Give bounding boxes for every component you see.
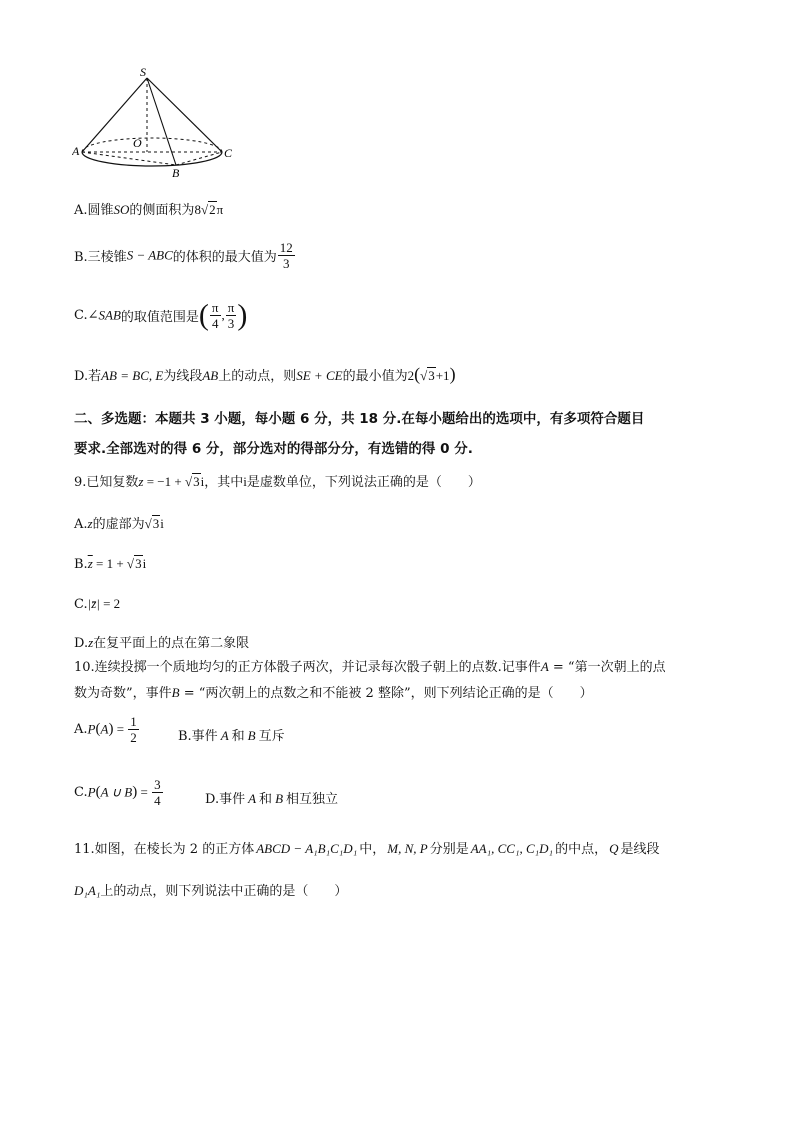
fraction: $\frac{\pi}{4}$ (211, 300, 219, 331)
q8-option-c: C.∠SAB的取值范围是( $\frac{\pi}{4}$ , $\frac{\pi}{3}$ ) (74, 298, 248, 332)
label-b: B (172, 166, 180, 180)
q9-option-a: A.z的虚部为√3i (74, 516, 164, 532)
paren-close: ) (237, 298, 248, 332)
q10-stem-line-2: 数为奇数”，事件B = “两次朝上的点数之和不能被 2 整除”，则下列结论正确的是（ ） (74, 685, 593, 701)
paren-open: ( (95, 721, 101, 737)
paren-open: ( (414, 364, 421, 384)
fraction: $\frac{3}{4}$ (154, 777, 161, 808)
paren-open: ( (198, 298, 209, 332)
q9-option-c: C.|z̄| = 2 (74, 596, 121, 612)
q10-option-b: B.事件 A 和 B 互斥 (178, 728, 285, 744)
q10-option-c: C.P(A ∪ B) = $\frac{3}{4}$ (74, 777, 161, 808)
sqrt: √3 (144, 516, 160, 531)
fraction: $\frac{1}{2}$ (130, 714, 137, 745)
label-s: S (140, 65, 146, 79)
q10-option-d: D.事件 A 和 B 相互独立 (205, 791, 339, 807)
generator-sc (147, 78, 222, 152)
q9-option-b: $B.\overline{z} = 1 + √3i$ (74, 556, 147, 572)
paren-close: ) (449, 364, 456, 384)
sqrt: √3 (184, 474, 200, 489)
segment-ab (82, 152, 176, 165)
sqrt: √2 (200, 202, 216, 217)
section-2-line-1: 二、多选题：本题共 3 小题，每小题 6 分，共 18 分.在每小题给出的选项中，有多项符合题目 (74, 411, 645, 427)
cone-base-front (82, 152, 222, 166)
label-o: O (133, 136, 142, 150)
q9-option-d: D.z在复平面上的点在第二象限 (74, 635, 250, 651)
q11-stem-line-2: D₁A₁上的动点，则下列说法中正确的是（ ） (74, 883, 348, 899)
q11-stem-line-1: 11.如图，在棱长为 2 的正方体 ABCD − A₁B₁C₁D₁ 中， M, N, P 分别是 AA₁, CC₁, C₁D₁ 的中点， Q 是线段 (74, 841, 660, 857)
q10-option-a: A.P(A) = $\frac{1}{2}$ (74, 714, 137, 745)
q9-stem: 9.已知复数z = −1 + √3i，其中i是虚数单位，下列说法正确的是（ ） (74, 474, 481, 490)
sqrt: √3 (420, 368, 435, 383)
paren-close: ) (132, 784, 138, 800)
paren-open: ( (95, 784, 101, 800)
q8-option-b: B.三棱锥S − ABC的体积的最大值为 $\frac{12}{3}$ (74, 240, 293, 271)
fraction: $\frac{\pi}{3}$ (227, 300, 235, 331)
q10-stem-line-1: 10.连续投掷一个质地均匀的正方体骰子两次，并记录每次骰子朝上的点数.记事件A = “第一次朝上的点 (74, 659, 666, 675)
sqrt: √3 (126, 556, 142, 571)
label-c: C (224, 146, 232, 160)
cone-base-back (82, 138, 222, 152)
fraction: $\frac{12}{3}$ (279, 240, 293, 271)
cone-figure (72, 64, 232, 182)
label-a: A (72, 144, 80, 158)
q8-option-a: A.圆锥SO的侧面积为8√2π (74, 202, 224, 218)
comma: , (221, 307, 225, 323)
section-2-line-2: 要求.全部选对的得 6 分，部分选对的得部分分，有选错的得 0 分. (74, 441, 473, 457)
paren-close: ) (108, 721, 114, 737)
q8-option-d: D.若AB = BC, E为线段AB上的动点，则SE + CE的最小值为2(√3+1) (74, 364, 456, 384)
